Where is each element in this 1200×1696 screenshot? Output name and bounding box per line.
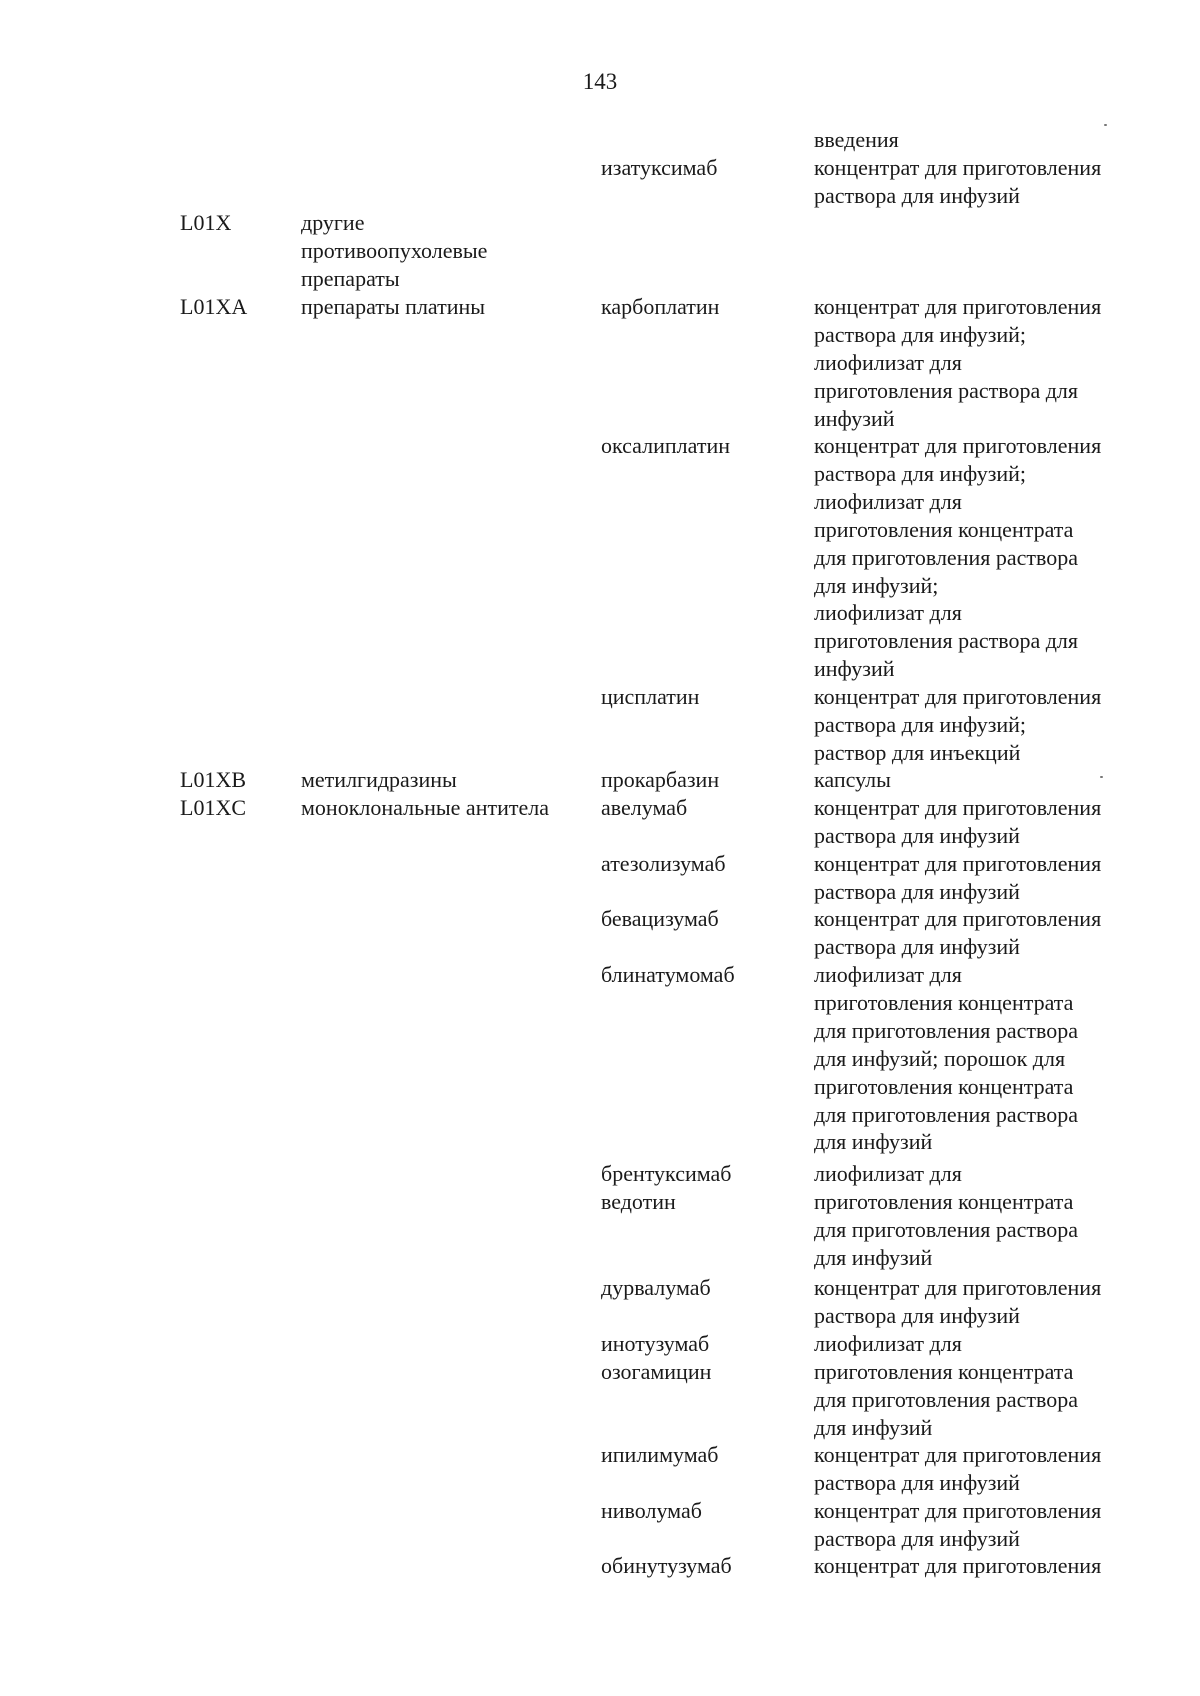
dosage-form: концентрат для приготовления раствора для инфузий; лиофилизат для приготовления концентрата для приготовления раствора для инфузий; лиофилизат для приготовления раствора для инфузий xyxy=(814,433,1102,682)
atc-code: L01XA xyxy=(180,294,248,319)
drug-name: атезолизумаб xyxy=(601,851,726,876)
atc-code: L01XC xyxy=(180,795,246,820)
drug-name: дурвалумаб xyxy=(601,1275,711,1300)
atc-group: моноклональные антитела xyxy=(301,795,549,820)
drug-name: блинатумомаб xyxy=(601,962,735,987)
drug-name: ипилимумаб xyxy=(601,1442,719,1467)
drug-name: карбоплатин xyxy=(601,294,720,319)
scan-speck xyxy=(1100,776,1103,778)
drug-name: авелумаб xyxy=(601,795,688,820)
dosage-form: концентрат для приготовления раствора для инфузий; раствор для инъекций xyxy=(814,684,1102,765)
dosage-form: концентрат для приготовления xyxy=(814,1553,1102,1578)
dosage-form: лиофилизат для приготовления концентрата для приготовления раствора для инфузий; порошок для приготовления концентрата для приготовления раствора для инфузий xyxy=(814,962,1078,1155)
dosage-form: концентрат для приготовления раствора для инфузий xyxy=(814,1442,1102,1495)
dosage-form: капсулы xyxy=(814,767,891,792)
drug-name: бевацизумаб xyxy=(601,906,719,931)
dosage-form: концентрат для приготовления раствора для инфузий xyxy=(814,795,1102,848)
dosage-form: концентрат для приготовления раствора для инфузий; лиофилизат для приготовления раствора для инфузий xyxy=(814,294,1102,431)
drug-name: оксалиплатин xyxy=(601,433,730,458)
drug-name: обинутузумаб xyxy=(601,1553,732,1578)
atc-group: препараты платины xyxy=(301,294,486,319)
atc-code: L01XB xyxy=(180,767,246,792)
dosage-form: лиофилизат для приготовления концентрата для приготовления раствора для инфузий xyxy=(814,1161,1078,1270)
scan-speck xyxy=(1104,124,1107,126)
atc-code: L01X xyxy=(180,210,232,235)
dosage-form: лиофилизат для приготовления концентрата для приготовления раствора для инфузий xyxy=(814,1331,1078,1440)
atc-group: метилгидразины xyxy=(301,767,457,792)
dosage-form: концентрат для приготовления раствора для инфузий xyxy=(814,851,1102,904)
drug-name: брентуксимаб ведотин xyxy=(601,1161,732,1214)
dosage-form: введения xyxy=(814,127,899,152)
drug-name: цисплатин xyxy=(601,684,700,709)
drug-name: прокарбазин xyxy=(601,767,720,792)
atc-group: другие противоопухолевые препараты xyxy=(301,210,488,291)
drug-name: инотузумаб озогамицин xyxy=(601,1331,712,1384)
drug-name: изатуксимаб xyxy=(601,155,718,180)
drug-name: ниволумаб xyxy=(601,1498,702,1523)
page-number: 143 xyxy=(582,69,618,94)
dosage-form: концентрат для приготовления раствора для инфузий xyxy=(814,906,1102,959)
dosage-form: концентрат для приготовления раствора для инфузий xyxy=(814,1498,1102,1551)
dosage-form: концентрат для приготовления раствора для инфузий xyxy=(814,1275,1102,1328)
dosage-form: концентрат для приготовления раствора для инфузий xyxy=(814,155,1102,208)
